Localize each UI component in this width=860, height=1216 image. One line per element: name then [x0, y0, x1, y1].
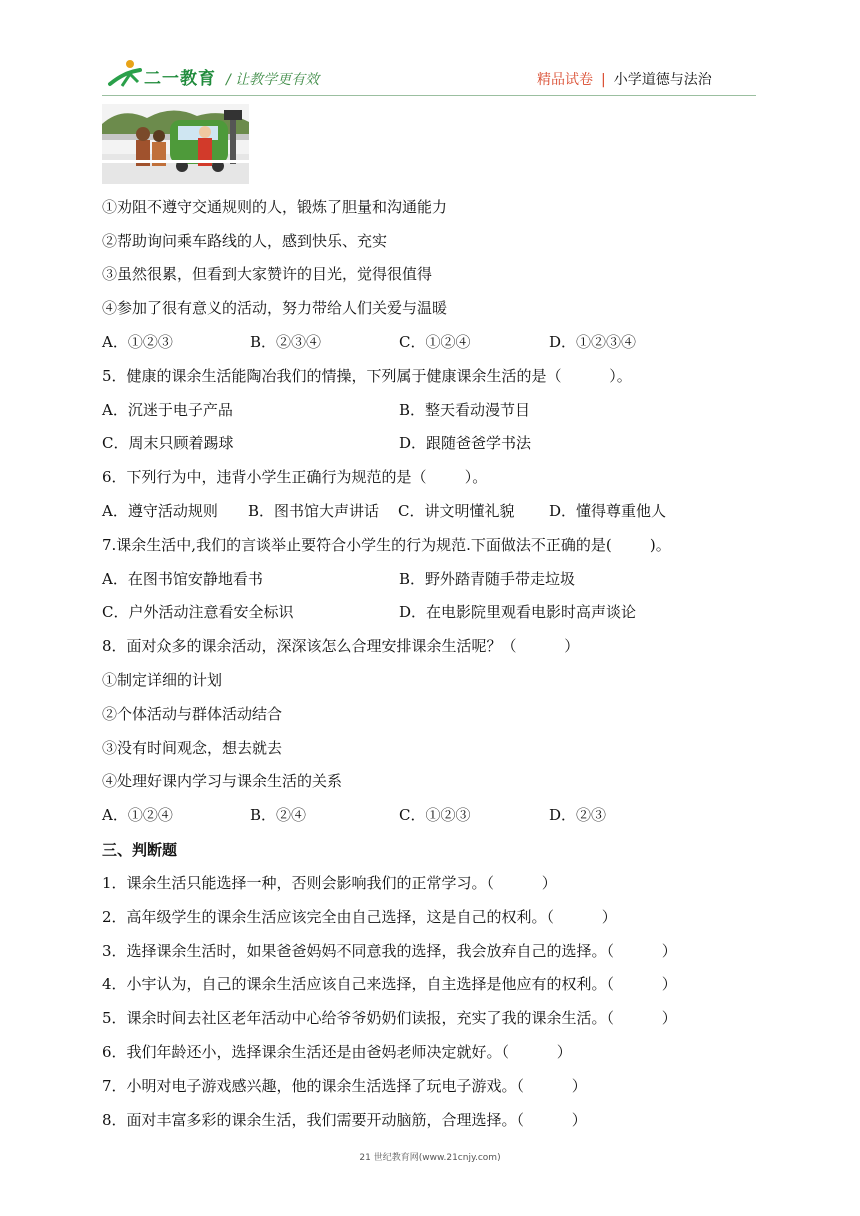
q5-option-a: A．沉迷于电子产品: [102, 401, 233, 419]
q4-option-b: B．②③④: [250, 333, 322, 351]
q8-option-c: C．①②③: [399, 806, 471, 824]
q4-option-a: A．①②③: [102, 333, 173, 351]
q7-stem: 7.课余生活中,我们的言谈举止要符合小学生的行为规范.下面做法不正确的是( )。: [102, 536, 671, 554]
q4-statement-1: ①劝阻不遵守交通规则的人，锻炼了胆量和沟通能力: [102, 198, 448, 216]
q5-option-b: B．整天看动漫节目: [399, 401, 531, 419]
judge-item-6: 6．我们年龄还小，选择课余生活还是由爸妈老师决定就好。（ ）: [102, 1043, 572, 1061]
q6-stem: 6．下列行为中，违背小学生正确行为规范的是（ ）。: [102, 468, 488, 486]
judge-item-7: 7．小明对电子游戏感兴趣，他的课余生活选择了玩电子游戏。（ ）: [102, 1077, 587, 1095]
brand-name: 二一教育: [144, 69, 216, 89]
q8-statement-1: ①制定详细的计划: [102, 671, 223, 689]
q6-option-c: C．讲文明懂礼貌: [398, 502, 515, 520]
q5-option-d: D．跟随爸爸学书法: [399, 434, 532, 452]
q8-option-a: A．①②④: [102, 806, 173, 824]
q5-stem: 5．健康的课余生活能陶冶我们的情操，下列属于健康课余生活的是（ ）。: [102, 367, 632, 385]
traffic-illustration-image: [102, 104, 249, 184]
q4-statement-3: ③虽然很累，但看到大家赞许的目光，觉得很值得: [102, 265, 433, 283]
header-separator: |: [601, 72, 606, 88]
header-subject: 小学道德与法治: [613, 72, 712, 88]
q8-statement-3: ③没有时间观念，想去就去: [102, 739, 283, 757]
q6-option-b: B．图书馆大声讲话: [248, 502, 380, 520]
q4-statement-2: ②帮助询问乘车路线的人，感到快乐、充实: [102, 232, 388, 250]
q7-option-c: C．户外活动注意看安全标识: [102, 603, 294, 621]
header-right: [537, 69, 712, 89]
judge-item-4: 4．小宇认为，自己的课余生活应该自己来选择，自主选择是他应有的权利。（ ）: [102, 975, 677, 993]
q6-option-a: A．遵守活动规则: [102, 502, 218, 520]
judge-item-2: 2．高年级学生的课余生活应该完全由自己选择，这是自己的权利。（ ）: [102, 908, 617, 926]
q4-statement-4: ④参加了很有意义的活动，努力带给人们关爱与温暖: [102, 299, 448, 317]
brand-slogan: / 让教学更有效: [226, 72, 320, 88]
page-footer: 21 世纪教育网(www.21cnjy.com): [359, 1153, 501, 1163]
header-divider: [102, 95, 756, 96]
q7-option-d: D．在电影院里观看电影时高声谈论: [399, 603, 637, 621]
q8-stem: 8．面对众多的课余活动，深深该怎么合理安排课余生活呢？（ ）: [102, 637, 580, 655]
q5-option-c: C．周末只顾着踢球: [102, 434, 234, 452]
q8-option-d: D．②③: [549, 806, 607, 824]
q7-option-b: B．野外踏青随手带走垃圾: [399, 570, 576, 588]
q8-statement-2: ②个体活动与群体活动结合: [102, 705, 283, 723]
q8-option-b: B．②④: [250, 806, 307, 824]
q4-option-c: C．①②④: [399, 333, 471, 351]
q4-option-d: D．①②③④: [549, 333, 637, 351]
q8-statement-4: ④处理好课内学习与课余生活的关系: [102, 772, 343, 790]
header-category: 精品试卷: [537, 72, 593, 88]
section-3-title: 三、判断题: [102, 841, 178, 859]
judge-item-3: 3．选择课余生活时，如果爸爸妈妈不同意我的选择，我会放弃自己的选择。（ ）: [102, 942, 677, 960]
judge-item-8: 8．面对丰富多彩的课余生活，我们需要开动脑筋，合理选择。（ ）: [102, 1111, 587, 1129]
judge-item-5: 5．课余时间去社区老年活动中心给爷爷奶奶们读报，充实了我的课余生活。（ ）: [102, 1009, 677, 1027]
judge-item-1: 1．课余生活只能选择一种，否则会影响我们的正常学习。（ ）: [102, 874, 557, 892]
q6-option-d: D．懂得尊重他人: [549, 502, 667, 520]
page-header: [0, 0, 860, 100]
q7-option-a: A．在图书馆安静地看书: [102, 570, 263, 588]
